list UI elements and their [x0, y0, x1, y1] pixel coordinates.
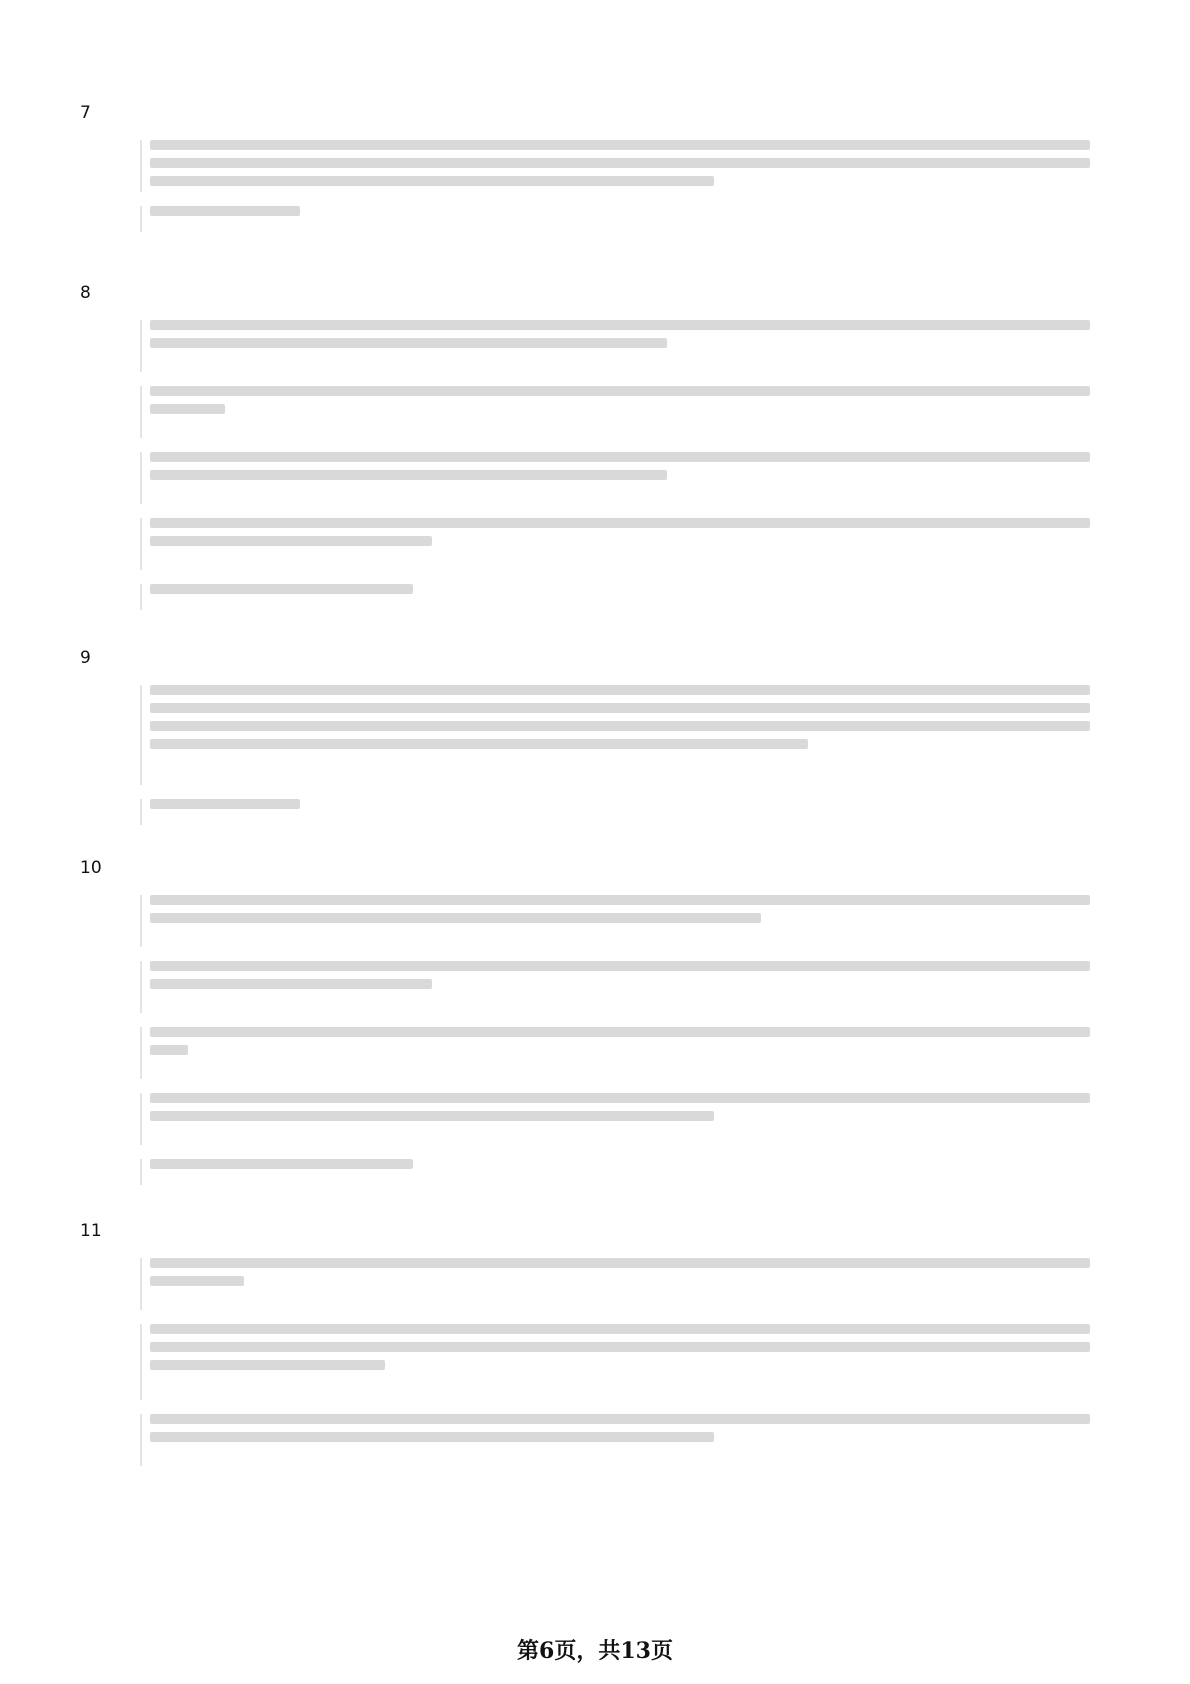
answer-line	[140, 799, 1090, 825]
question-number: 9	[80, 648, 91, 668]
question-heading	[140, 1218, 1090, 1244]
question-11	[80, 1218, 1090, 1466]
question-9	[80, 645, 1090, 825]
question-number: 7	[80, 103, 91, 123]
question-heading	[140, 645, 1090, 671]
explanation-paragraph	[140, 518, 1090, 570]
explanation-paragraph	[140, 140, 1090, 192]
question-heading	[140, 280, 1090, 306]
explanation-paragraph	[140, 320, 1090, 372]
explanation-paragraph	[140, 386, 1090, 438]
question-heading	[140, 855, 1090, 881]
explanation-paragraph	[140, 1027, 1090, 1079]
question-8	[80, 280, 1090, 610]
question-number: 11	[80, 1221, 102, 1241]
question-heading	[140, 100, 1090, 126]
answer-line	[140, 1159, 1090, 1185]
question-7	[80, 100, 1090, 232]
explanation-paragraph	[140, 1414, 1090, 1466]
explanation-paragraph	[140, 1093, 1090, 1145]
explanation-paragraph	[140, 961, 1090, 1013]
explanation-paragraph	[140, 895, 1090, 947]
page-footer: 第6页，共13页	[517, 1638, 673, 1664]
answer-line	[140, 206, 1090, 232]
answer-line	[140, 584, 1090, 610]
explanation-paragraph	[140, 452, 1090, 504]
question-10	[80, 855, 1090, 1185]
explanation-paragraph	[140, 685, 1090, 785]
explanation-paragraph	[140, 1258, 1090, 1310]
question-number: 8	[80, 283, 91, 303]
question-number: 10	[80, 858, 102, 878]
explanation-paragraph	[140, 1324, 1090, 1400]
